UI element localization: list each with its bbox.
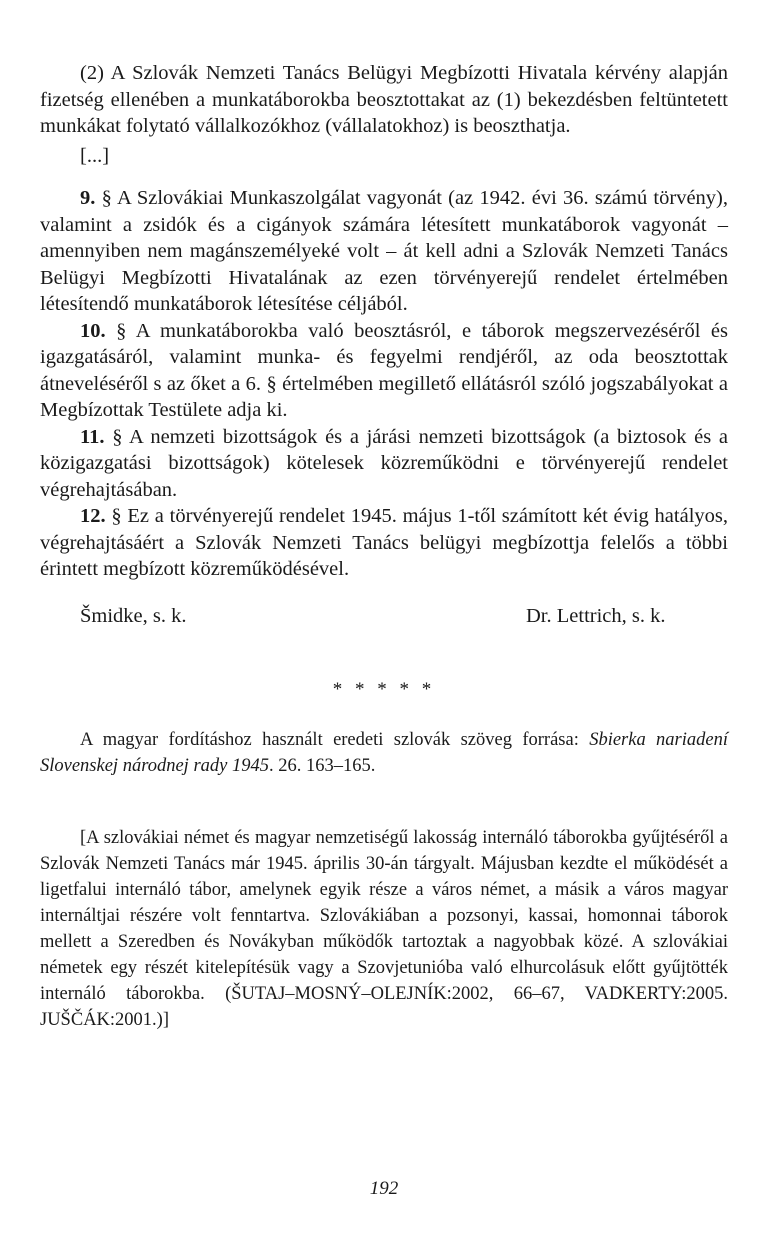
section-number: 11. (80, 425, 105, 448)
source-suffix: . 26. 163–165. (268, 755, 376, 776)
signature-left: Šmidke, s. k. (80, 604, 187, 627)
section-12 (40, 503, 728, 583)
source-prefix: A magyar fordításhoz használt eredeti szlovák szöveg forrása: (80, 729, 590, 750)
section-number: 12. (80, 505, 106, 527)
section-text: § A munkatáborokba való beosztásról, e táborok megszervezéséről és igazgatásáról, valamint munka- és fegyelmi rendjéről, az oda beosztottak átneveléséről s az őket a 6. § értelmében megillető ellátásról szóló jogszabályokat a Megbízottak Testülete adja ki. (40, 319, 729, 421)
document-page (40, 60, 728, 1051)
section-number: 10. (80, 319, 106, 342)
section-number: 9. (80, 187, 96, 209)
editorial-commentary: [A szlovákiai német és magyar nemzetiségű lakosság internáló táborokba gyűjtéséről a Szlovák Nemzeti Tanács már 1945. április 30-án tárgyalt. Májusban kezdte el működését a ligetfalui internáló tábor, amelynek egyik része a város német, a másik a város magyar internáltjai részére volt fenntartva. Szlovákiában a pozsonyi, kassai, homonnai táborok mellett a Szeredben és Novákyban működők tartoztak a nagyobbak közé. A szlovákiai németek egy részét kitelepítésük vagy a Szovjetunióba való elhurcolásuk előtt gyűjtötték internáló táborokba. (ŠUTAJ–MOSNÝ–OLEJNÍK:2002, 66–67, VADKERTY:2005. JUŠČÁK:2001.)] (40, 827, 728, 1030)
section-11 (40, 424, 728, 504)
section-text: § Ez a törvényerejű rendelet 1945. május 1-től számított két évig hatályos, végrehajtásáért a Szlovák Nemzeti Tanács belügyi megbízottja felelős a többi érintett megbízott közreműködésével. (40, 505, 729, 580)
source-title: Sbierka nariadení Slovenskej národnej rady 1945 (40, 729, 728, 776)
section-text: § A nemzeti bizottságok és a járási nemzeti bizottságok (a biztosok és a közigazgatási bizottságok) kötelesek közreműködni e törvényerejű rendelet végrehajtásában. (40, 425, 728, 501)
section-text: § A Szlovákiai Munkaszolgálat vagyonát (az 1942. évi 36. számú törvény), valamint a zsidók és a cigányok számára létesített munkatáborok vagyonát – amennyiben nem magánszemélyeké volt – át kell adni a Szlovák Nemzeti Tanács Belügyi Megbízotti Hivatalának az ezen törvényerejű rendelet értelmében létesítendő munkatáborok létesítése céljából. (40, 187, 729, 315)
signatures (40, 605, 728, 635)
section-10 (40, 318, 728, 424)
section-9 (40, 185, 728, 318)
signature-right: Dr. Lettrich, s. k. (526, 604, 666, 627)
omission-marker: [...] (80, 144, 110, 167)
section-separator: * * * * * (332, 678, 436, 700)
source-note (40, 727, 728, 779)
paragraph-2: (2) A Szlovák Nemzeti Tanács Belügyi Megbízotti Hivatala kérvény alapján fizetség ellenében a munkatáborokba beosztottakat az (1) bekezdésben feltüntetett munkákat folytató vállalkozókhoz (vállalatokhoz) is beoszthatja. (40, 62, 728, 137)
page-number: 192 (369, 1178, 399, 1199)
